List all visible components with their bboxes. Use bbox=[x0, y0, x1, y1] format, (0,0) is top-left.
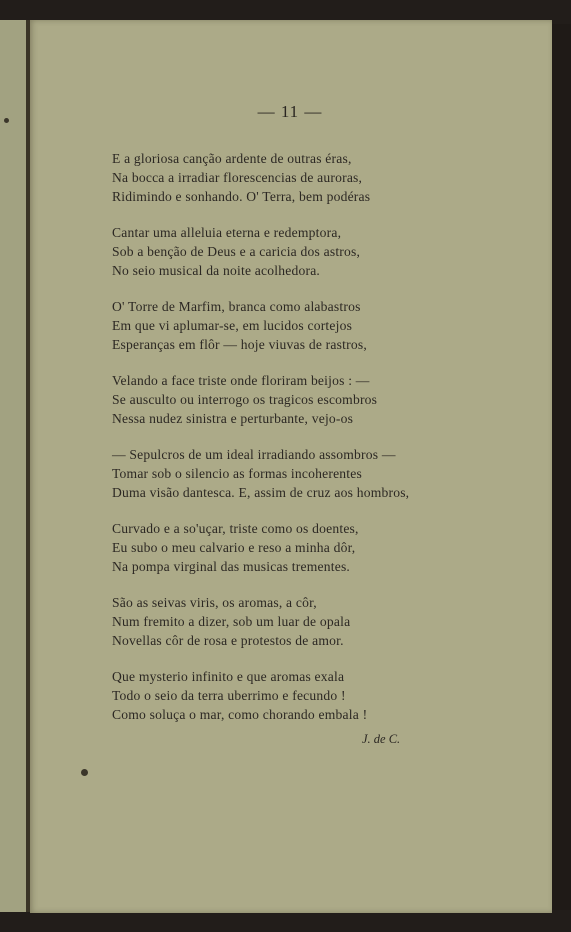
author-signature: J. de C. bbox=[362, 732, 401, 746]
poem-line: O' Torre de Marfim, branca como alabastros bbox=[112, 299, 361, 314]
poem bbox=[112, 149, 472, 741]
poem-line: Velando a face triste onde floriram beijos : — bbox=[112, 373, 370, 388]
poem-line: Esperanças em flôr — hoje viuvas de rastros, bbox=[112, 337, 367, 352]
facing-page-edge bbox=[0, 20, 26, 912]
book-edge-shadow bbox=[552, 24, 571, 910]
poem-line: Tomar sob o silencio as formas incoherentes bbox=[112, 466, 363, 481]
page-number: — 11 — bbox=[257, 102, 323, 121]
poem-line: Num fremito a dizer, sob um luar de opala bbox=[112, 614, 351, 629]
poem-line: Se ausculto ou interrogo os tragicos escombros bbox=[112, 392, 378, 407]
poem-line: Sob a benção de Deus e a caricia dos astros, bbox=[112, 244, 361, 259]
poem-line: No seio musical da noite acolhedora. bbox=[112, 263, 321, 278]
poem-line: Que mysterio infinito e que aromas exala bbox=[112, 669, 345, 684]
poem-line: Cantar uma alleluia eterna e redemptora, bbox=[112, 225, 342, 240]
poem-line: Em que vi aplumar-se, em lucidos cortejos bbox=[112, 318, 353, 333]
poem-line: São as seivas viris, os aromas, a côr, bbox=[112, 595, 317, 610]
stanza bbox=[112, 667, 472, 724]
poem-line: Eu subo o meu calvario e reso a minha dôr, bbox=[112, 540, 356, 555]
ink-spot bbox=[81, 769, 88, 776]
stanza bbox=[112, 593, 472, 650]
stanza bbox=[112, 445, 472, 502]
poem-line: Na bocca a irradiar florescencias de auroras, bbox=[112, 170, 363, 185]
ink-spot bbox=[4, 118, 9, 123]
poem-line: Curvado e a so'uçar, triste como os doentes, bbox=[112, 521, 359, 536]
poem-line: Ridimindo e sonhando. O' Terra, bem podéras bbox=[112, 189, 371, 204]
stanza bbox=[112, 297, 472, 354]
poem-line: Como soluça o mar, como chorando embala ! bbox=[112, 707, 368, 722]
poem-line: — Sepulcros de um ideal irradiando assombros — bbox=[112, 447, 396, 462]
stanza bbox=[112, 223, 472, 280]
stanza bbox=[112, 519, 472, 576]
stanza bbox=[112, 149, 472, 206]
poem-line: E a gloriosa canção ardente de outras éras, bbox=[112, 151, 352, 166]
poem-line: Duma visão dantesca. E, assim de cruz aos hombros, bbox=[112, 485, 410, 500]
book-page bbox=[30, 20, 552, 913]
stanza bbox=[112, 371, 472, 428]
poem-line: Na pompa virginal das musicas trementes. bbox=[112, 559, 351, 574]
poem-line: Nessa nudez sinistra e perturbante, vejo-os bbox=[112, 411, 354, 426]
poem-line: Todo o seio da terra uberrimo e fecundo ! bbox=[112, 688, 346, 703]
poem-line: Novellas côr de rosa e protestos de amor. bbox=[112, 633, 344, 648]
